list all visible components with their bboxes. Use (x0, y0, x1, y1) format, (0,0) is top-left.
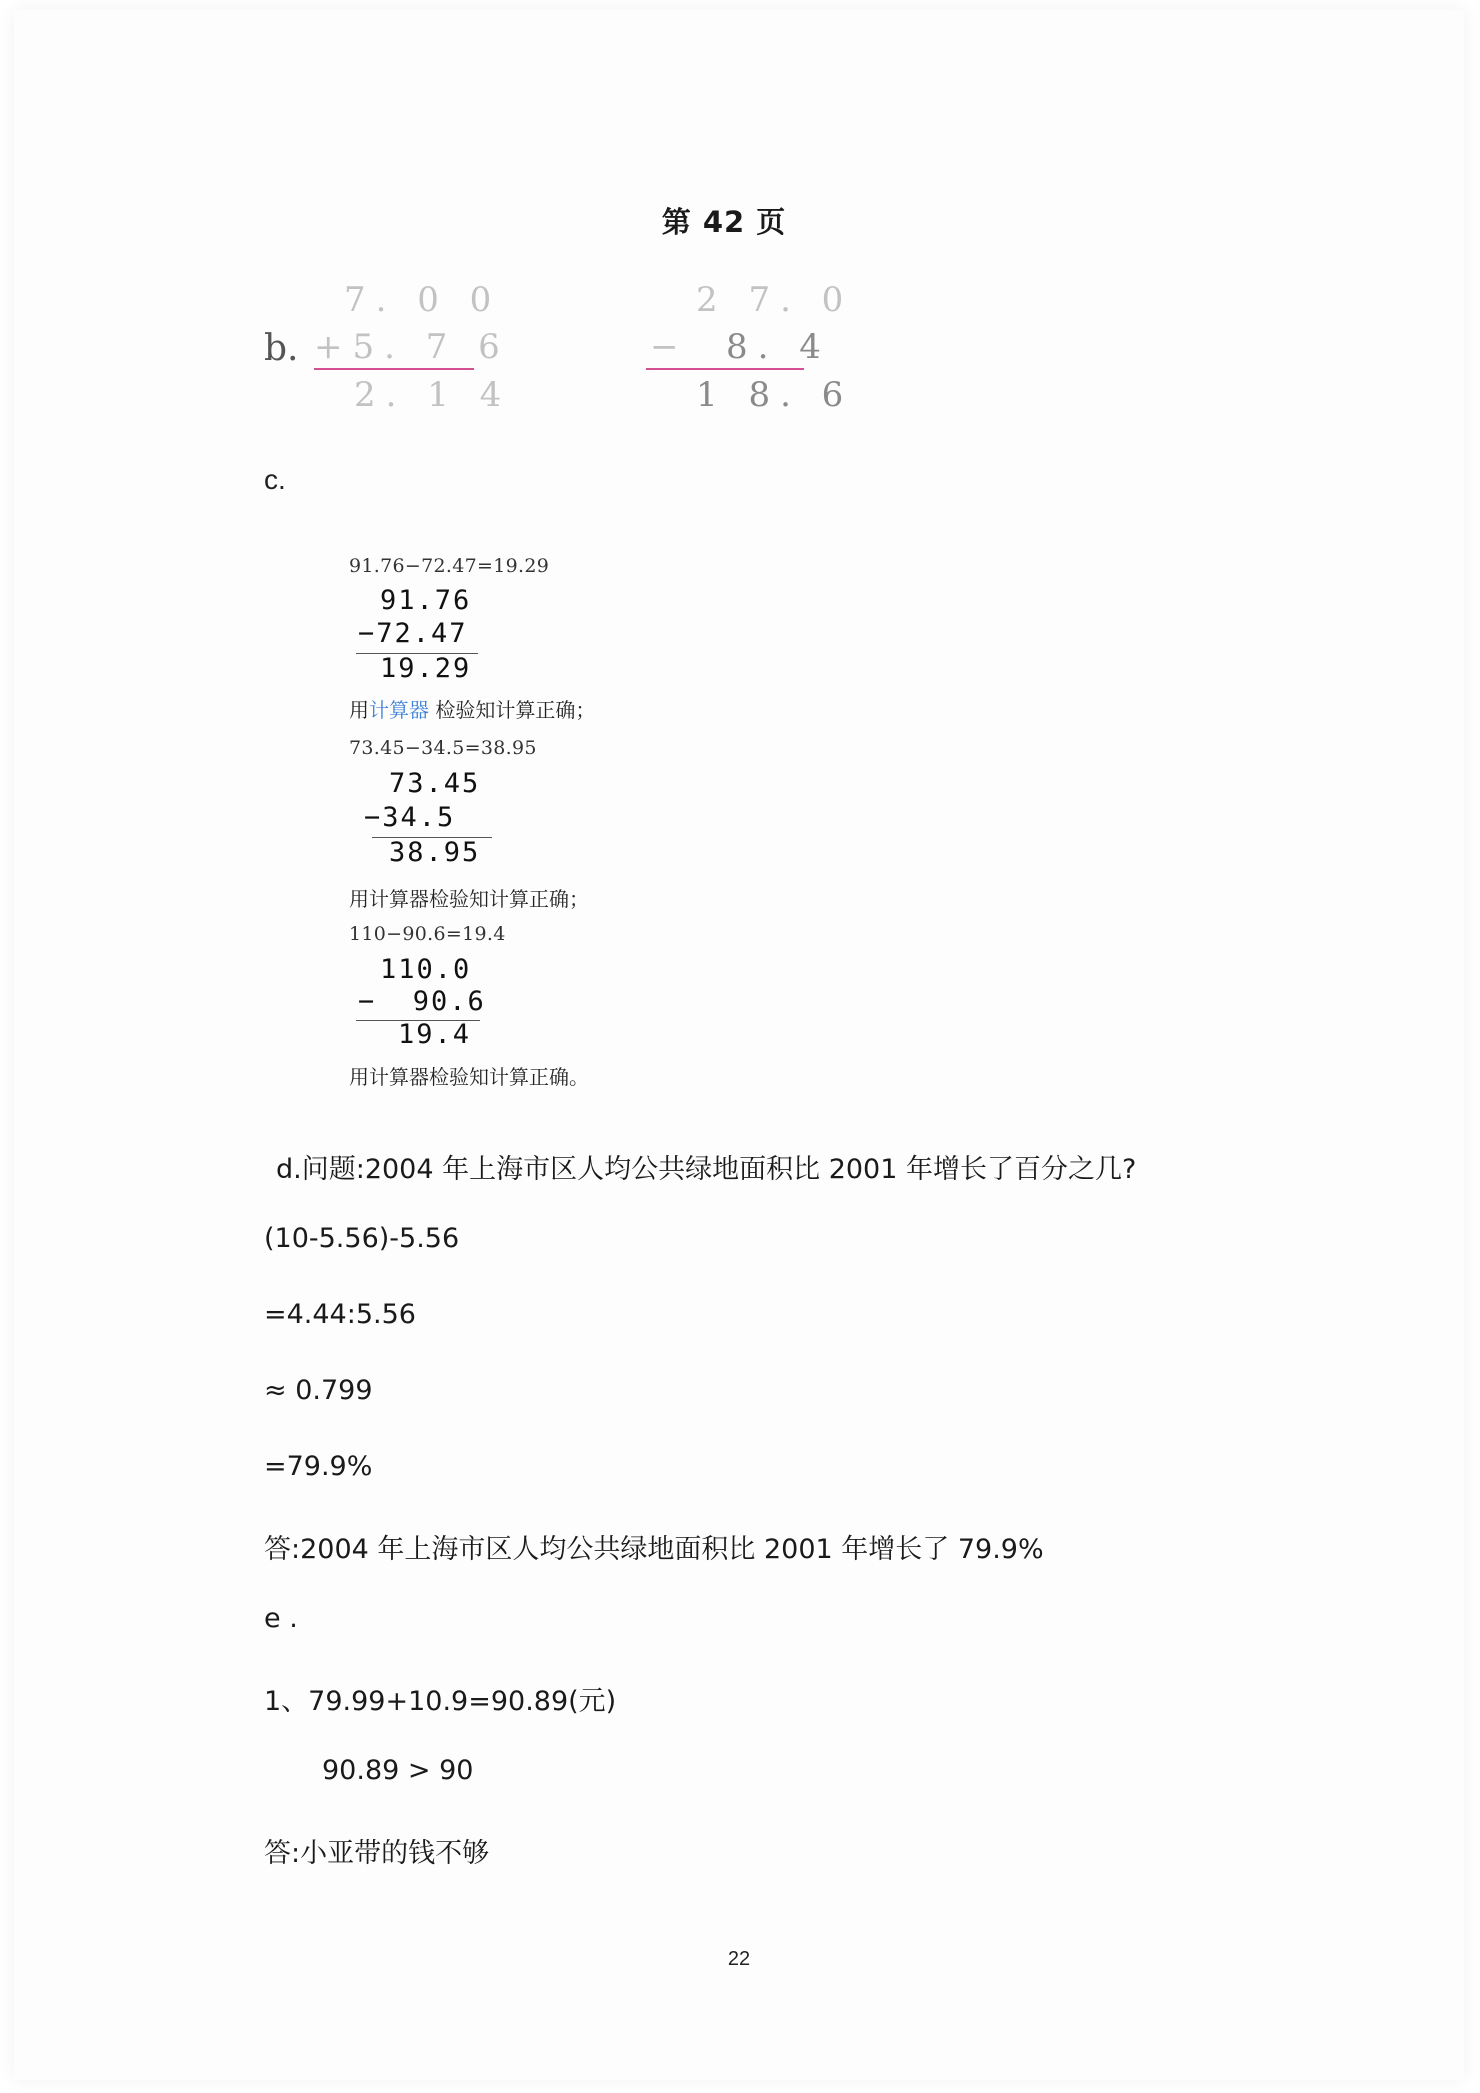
c2-note: 用计算器检验知计算正确； (349, 887, 589, 911)
c1-note (349, 694, 595, 723)
c1-equation: 91.76−72.47=19.29 (349, 555, 550, 577)
sum2-top-number: 2 7. 0 (696, 280, 854, 320)
sum2-result: 1 8. 6 (696, 375, 854, 415)
part-d-question: d.问题:2004 年上海市区人均公共绿地面积比 2001 年增长了百分之几? (276, 1154, 1137, 1185)
c3-note: 用计算器检验知计算正确。 (349, 1065, 589, 1089)
calculator-link[interactable]: 计算器 (369, 698, 429, 722)
page-title: 第 42 页 (661, 205, 787, 239)
sum2-operand: 8. 4 (726, 327, 831, 367)
part-d-step-1: (10-5.56)-5.56 (264, 1223, 460, 1254)
c1-result: 19.29 (380, 653, 472, 684)
part-b-label: b. (264, 328, 299, 369)
c1-note-prefix: 用 (349, 698, 369, 722)
part-d-answer: 答:2004 年上海市区人均公共绿地面积比 2001 年增长了 79.9% (264, 1534, 1044, 1565)
c1-subtrahend: −72.47 (358, 618, 468, 649)
sum2-rule (646, 368, 804, 370)
sum1-rule (314, 368, 474, 370)
part-e-line-2: 90.89 > 90 (322, 1755, 474, 1786)
sum1-result: 2. 1 4 (354, 375, 512, 415)
c1-minuend: 91.76 (380, 585, 472, 616)
part-e-line-1: 1、79.99+10.9=90.89(元) (264, 1686, 617, 1717)
c3-equation: 110−90.6=19.4 (349, 923, 506, 945)
c3-result: 19.4 (398, 1019, 472, 1050)
c2-subtrahend: −34.5 (364, 802, 456, 833)
c2-equation: 73.45−34.5=38.95 (349, 737, 537, 759)
document-page (14, 10, 1464, 2080)
part-d-step-4: =79.9% (264, 1451, 373, 1482)
part-e-answer: 答:小亚带的钱不够 (264, 1838, 490, 1869)
part-d-step-2: =4.44:5.56 (264, 1299, 416, 1330)
sum2-operator: − (650, 327, 689, 367)
part-c-label: c. (264, 464, 286, 495)
c3-minuend: 110.0 (380, 954, 472, 985)
c2-minuend: 73.45 (389, 768, 481, 799)
page-number: 22 (727, 1948, 751, 1970)
sum1-top-number: 7. 0 0 (344, 280, 502, 320)
part-d-step-3: ≈ 0.799 (264, 1375, 373, 1406)
c2-result: 38.95 (389, 837, 481, 868)
part-e-label: e . (264, 1603, 298, 1634)
c3-subtrahend: − 90.6 (358, 986, 486, 1017)
c1-note-suffix: 检验知计算正确； (429, 698, 596, 722)
sum1-operand: +5. 7 6 (314, 327, 510, 367)
